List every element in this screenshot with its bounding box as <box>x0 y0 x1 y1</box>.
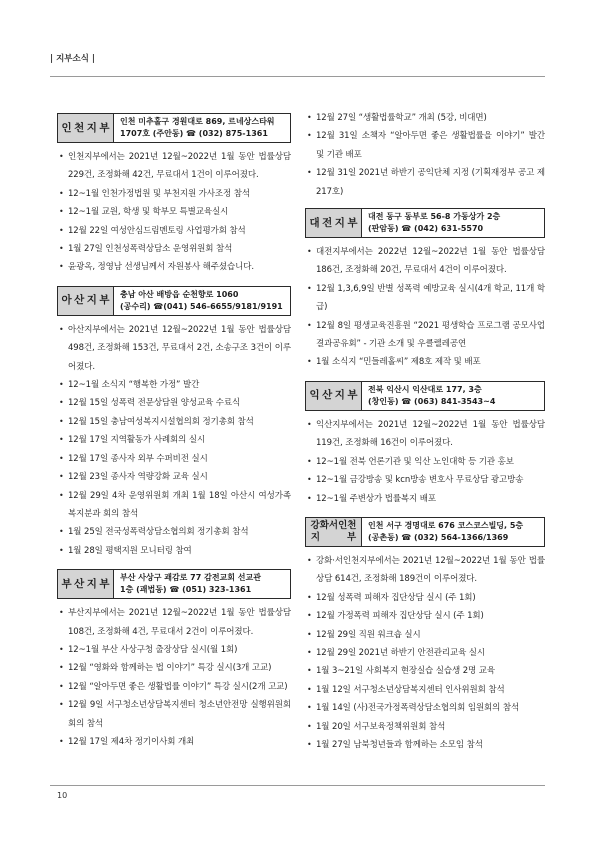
item-list <box>305 243 545 372</box>
branch-name-line: 대전지부 <box>309 216 361 229</box>
branch-section <box>57 286 291 560</box>
branch-header <box>305 208 545 238</box>
branch-name-line: 부산지부 <box>61 577 113 590</box>
list-item: • 1월 25일 전국성폭력상담소협의회 정기총회 참석 <box>57 523 291 541</box>
list-item: • 부산지부에서는 2021년 12월~2022년 1월 동안 법률상담 108건, 조정화해 4건, 무료대서 2건이 이루어졌다. <box>57 604 291 641</box>
list-item: • 강화·서인천지부에서는 2021년 12월~2022년 1월 동안 법률상담 614건, 조정화해 189건이 이루어졌다. <box>305 552 545 589</box>
list-item: • 12월 22일 여성안심드림멘토링 사업평가회 참석 <box>57 222 291 240</box>
address-line: 전북 익산시 익산대로 177, 3층 <box>368 384 482 394</box>
address-line: 1707호 (주안동) ☎ (032) 875-1361 <box>120 129 268 138</box>
branch-header <box>57 113 291 143</box>
item-list <box>305 109 545 201</box>
address-line: 인천 서구 경명대로 676 코스코스빌딩, 5층 <box>368 520 524 530</box>
branch-name-line: 아산지부 <box>61 294 113 307</box>
address-line: 대전 동구 동부로 56-8 가동상가 2층 <box>368 212 501 222</box>
list-item: • 12월 23일 종사자 역량강화 교육 실시 <box>57 468 291 486</box>
branch-header <box>305 381 545 411</box>
address-line: 충남 아산 배방읍 순천향로 1060 <box>120 289 239 299</box>
address-line: (판암동) ☎ (042) 631-5570 <box>368 224 484 234</box>
branch-address <box>114 114 290 142</box>
list-item: • 1월 소식지 “민들레홀씨” 제8호 제작 및 배포 <box>305 353 545 371</box>
branch-name <box>58 570 114 598</box>
footer-divider <box>50 785 545 786</box>
item-list <box>305 552 545 754</box>
item-list <box>57 321 291 560</box>
address-line: 1층 (괘법동) ☎ (051) 323-1361 <box>120 585 252 595</box>
branch-section <box>57 569 291 751</box>
branch-section <box>57 113 291 277</box>
list-item: • 12월 8일 평생교육진흥원 “2021 평생학습 프로그램 공모사업 결과공유회” - 기관 소개 및 우클렐레공연 <box>305 317 545 354</box>
list-item: • 12월 가정폭력 피해자 집단상담 실시 (주 1회) <box>305 607 545 625</box>
list-item: • 12월 17일 제4차 정기이사회 개최 <box>57 733 291 751</box>
address-line: 부산 사상구 괘감로 77 감전교회 선교관 <box>120 573 261 583</box>
section-header: | 지부소식 | <box>50 54 95 64</box>
address-line: (공촌동) ☎ (032) 564-1366/1369 <box>368 532 509 542</box>
list-item: • 대전지부에서는 2022년 12월~2022년 1월 동안 법률상담 186건, 조정화해 20건, 무료대서 4건이 이루어졌다. <box>305 243 545 280</box>
list-item: • 12월 29일 4차 운영위원회 개최 1월 18일 아산시 여성가족복지분과 회의 참석 <box>57 487 291 524</box>
list-item: • 1월 12일 서구청소년상담복지센터 인사위원회 참석 <box>305 681 545 699</box>
list-item: • 12~1월 교원, 학생 및 학부모 특별교육실시 <box>57 203 291 221</box>
list-item: • 12월 9일 서구청소년상담복지센터 청소년안전망 실행위원회 회의 참석 <box>57 696 291 733</box>
list-item: • 12월 31일 소책자 “알아두면 좋은 생활법률을 이야기” 발간 및 기관 배포 <box>305 127 545 164</box>
list-item: • 12월 1,3,6,9일 반별 성폭력 예방교육 실시(4개 학교, 11개 학급) <box>305 280 545 317</box>
list-item: • 1월 27일 남북청년들과 함께하는 소모임 참석 <box>305 736 545 754</box>
list-item: • 12~1월 주변상가 법률복지 배포 <box>305 490 545 508</box>
branch-section <box>305 381 545 508</box>
list-item: • 12월 15일 충남여성복지시설협의회 정기총회 참석 <box>57 413 291 431</box>
branch-header <box>57 569 291 599</box>
branch-address <box>362 518 544 546</box>
list-item: • 12월 17일 종사자 외부 수퍼비전 실시 <box>57 450 291 468</box>
list-item: • 12월 29일 2021년 하반기 안전관리교육 실시 <box>305 644 545 662</box>
list-item: • 1월 27일 인천성폭력상담소 운영위원회 참석 <box>57 240 291 258</box>
list-item: • 1월 14일 (사)전국가정폭력상담소협의회 임원회의 참석 <box>305 699 545 717</box>
branch-name-line: 지부 <box>310 531 384 543</box>
list-item: • 아산지부에서는 2021년 12월~2022년 1월 동안 법률상담 498건, 조정화해 153건, 무료대서 2건, 소송구조 3건이 이루어졌다. <box>57 321 291 376</box>
branch-name-line: 인천지부 <box>61 121 113 134</box>
list-item: • 12~1월 인천가정법원 및 부천지원 가사조정 참석 <box>57 185 291 203</box>
list-item: • 12월 31일 2021년 하반기 공익단체 지정 (기획재정부 공고 제217호) <box>305 164 545 201</box>
branch-address <box>114 570 290 598</box>
branch-header <box>305 517 545 547</box>
branch-name <box>306 382 362 410</box>
branch-name <box>306 518 384 546</box>
branch-address <box>114 287 290 315</box>
branch-header <box>57 286 291 316</box>
branch-section <box>305 208 545 372</box>
header-divider <box>50 76 545 77</box>
item-list <box>305 416 545 508</box>
list-item: • 12월 “알아두면 좋은 생활법률 이야기” 특강 실시(2개 고교) <box>57 678 291 696</box>
list-item: • 12월 “영화와 함께하는 법 이야기” 특강 실시(3개 고교) <box>57 659 291 677</box>
left-column <box>57 113 291 751</box>
list-item: • 12월 29일 직원 워크숍 실시 <box>305 626 545 644</box>
branch-name-line: 익산지부 <box>309 389 361 402</box>
page-number: 10 <box>57 791 68 800</box>
list-item: • 1월 20일 서구보육정책위원회 참석 <box>305 718 545 736</box>
address-line: (창인동) ☎ (063) 841-3543~4 <box>368 396 496 406</box>
list-item: • 익산지부에서는 2021년 12월~2022년 1월 동안 법률상담 119건, 조정화해 16건이 이루어졌다. <box>305 416 545 453</box>
list-item: • 12~1월 소식지 “행복한 가정” 발간 <box>57 376 291 394</box>
address-line: 인천 미추홀구 경원대로 869, 르네상스타워 <box>120 117 275 126</box>
branch-section <box>305 517 545 754</box>
address-line: (공수리) ☎(041) 546-6655/9181/9191 <box>120 301 283 311</box>
right-column <box>305 109 545 754</box>
list-item: • 12~1월 전북 언론기관 및 익산 노인대학 등 기관 홍보 <box>305 453 545 471</box>
branch-name-line: 강화서인천 <box>310 519 357 531</box>
list-item: • 1월 28일 평택지원 모니터링 참여 <box>57 542 291 560</box>
item-list <box>57 604 291 751</box>
list-item: • 12월 27일 “생활법률학교” 개최 (5강, 비대면) <box>305 109 545 127</box>
branch-name <box>306 209 362 237</box>
branch-name <box>58 287 114 315</box>
list-item: • 12~1월 금강방송 및 kcn방송 변호사 무료상담 광고방송 <box>305 471 545 489</box>
list-item: • 1월 3~21일 사회복지 현장실습 실습생 2명 교육 <box>305 662 545 680</box>
list-item: • 12~1월 부산 사상구청 출장상담 실시(월 1회) <box>57 641 291 659</box>
branch-address <box>362 209 544 237</box>
item-list <box>57 148 291 277</box>
branch-address <box>362 382 544 410</box>
list-item: • 12월 17일 지역활동가 사례회의 실시 <box>57 431 291 449</box>
branch-name <box>58 114 114 142</box>
list-item: • 12월 15일 성폭력 전문상담원 양성교육 수료식 <box>57 394 291 412</box>
list-item: • 윤광옥, 정영남 선생님께서 자원봉사 해주셨습니다. <box>57 258 291 276</box>
list-item: • 12월 성폭력 피해자 집단상담 실시 (주 1회) <box>305 589 545 607</box>
list-item: • 인천지부에서는 2021년 12월~2022년 1월 동안 법률상담 229건, 조정화해 42건, 무료대서 1건이 이루어졌다. <box>57 148 291 185</box>
